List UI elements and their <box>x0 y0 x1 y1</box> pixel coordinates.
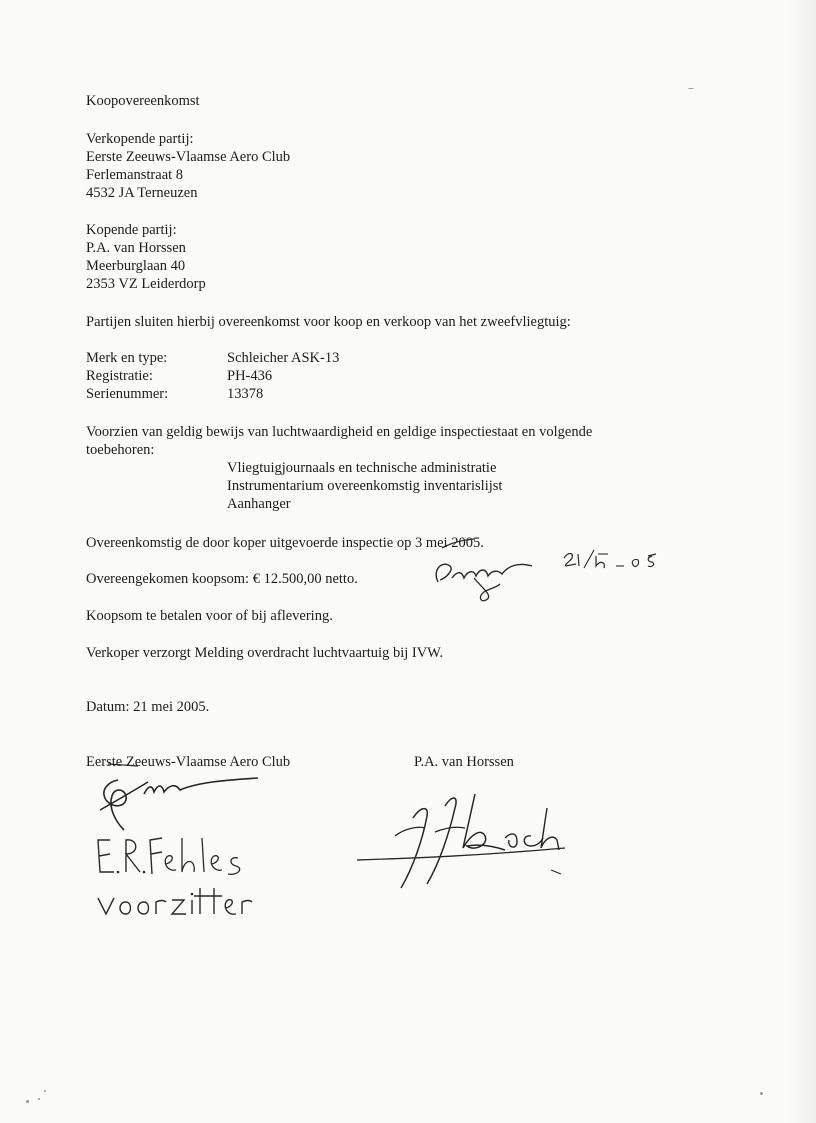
buyer-label: Kopende partij: <box>86 222 177 238</box>
buyer-signature-icon <box>355 788 605 898</box>
provision-text-line1: Voorzien van geldig bewijs van luchtwaardigheid en geldige inspectiestaat en volgende <box>86 424 593 440</box>
scan-speck <box>760 1092 763 1095</box>
seller-street: Ferlemanstraat 8 <box>86 167 184 183</box>
notification-text: Verkoper verzorgt Melding overdracht luchtvaartuig bij IVW. <box>86 645 444 661</box>
spec-value-serial: 13378 <box>227 386 264 402</box>
accessory-item: Vliegtuigjournaals en technische administratie <box>227 460 497 476</box>
seller-handwritten-role-icon <box>94 884 254 920</box>
buyer-city: 2353 VZ Leiderdorp <box>86 276 206 292</box>
scan-speck <box>688 88 694 89</box>
spec-value-registration: PH-436 <box>227 368 273 384</box>
page-edge-shadow <box>788 0 816 1123</box>
inspection-text: Overeenkomstig de door koper uitgevoerde inspectie op 3 mei 2005. <box>86 535 484 551</box>
buyer-signatory-name: P.A. van Horssen <box>414 754 514 770</box>
spec-label-type: Merk en type: <box>86 350 168 366</box>
intro-text: Partijen sluiten hierbij overeenkomst voor koop en verkoop van het zweefvliegtuig: <box>86 314 571 330</box>
spec-label-serial: Serienummer: <box>86 386 169 402</box>
seller-name: Eerste Zeeuws-Vlaamse Aero Club <box>86 149 291 165</box>
price-text: Overeengekomen koopsom: € 12.500,00 netto. <box>86 571 358 587</box>
handwritten-date-annotation-icon <box>560 544 680 590</box>
scan-speck <box>44 1090 46 1092</box>
scan-speck <box>38 1098 40 1100</box>
document-title: Koopovereenkomst <box>86 93 200 109</box>
spec-label-registration: Registratie: <box>86 368 153 384</box>
provision-text-line2: toebehoren: <box>86 442 155 458</box>
seller-label: Verkopende partij: <box>86 131 194 147</box>
scan-speck <box>26 1100 29 1103</box>
seller-handwritten-name-icon <box>96 832 256 880</box>
buyer-street: Meerburglaan 40 <box>86 258 186 274</box>
seller-city: 4532 JA Terneuzen <box>86 185 198 201</box>
buyer-name: P.A. van Horssen <box>86 240 186 256</box>
date-text: Datum: 21 mei 2005. <box>86 699 210 715</box>
payment-text: Koopsom te betalen voor of bij aflevering. <box>86 608 333 624</box>
accessory-item: Aanhanger <box>227 496 291 512</box>
spec-value-type: Schleicher ASK-13 <box>227 350 340 366</box>
seller-signature-icon <box>88 760 288 840</box>
seller-signatory-name: Eerste Zeeuws-Vlaamse Aero Club <box>86 754 291 770</box>
accessory-item: Instrumentarium overeenkomstig inventarislijst <box>227 478 503 494</box>
